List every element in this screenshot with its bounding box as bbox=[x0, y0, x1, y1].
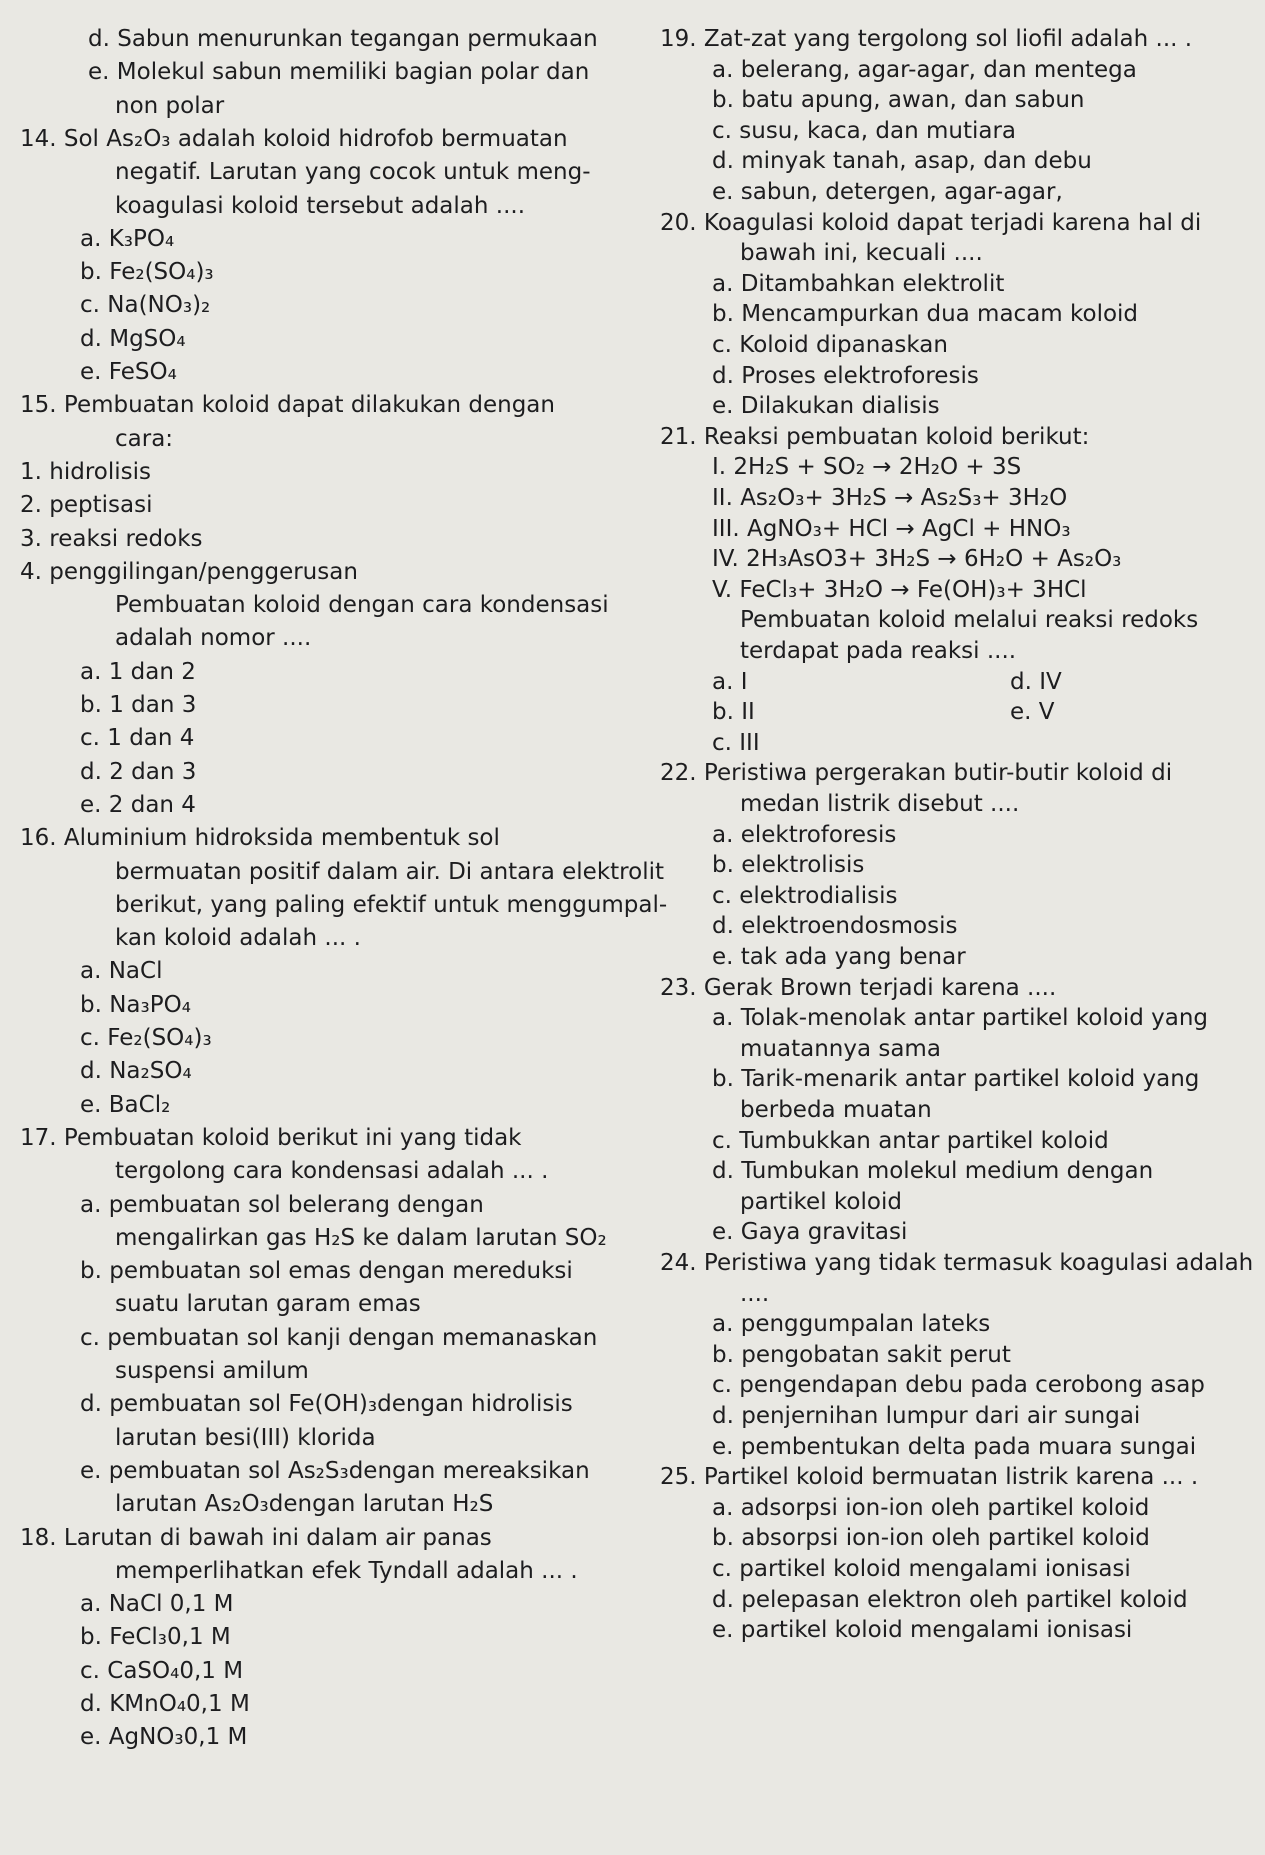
left-text-line: 14. Sol As₂O₃ adalah koloid hidrofob bermuatan bbox=[20, 125, 568, 152]
right-text-line: partikel koloid bbox=[740, 1188, 902, 1215]
left-text-line: memperlihatkan efek Tyndall adalah ... . bbox=[115, 1557, 578, 1584]
left-text-line: d. MgSO₄ bbox=[80, 325, 186, 352]
right-text-line: c. pengendapan debu pada cerobong asap bbox=[712, 1372, 1205, 1399]
right-text-line: c. elektrodialisis bbox=[712, 882, 898, 909]
right-text-line: b. II bbox=[712, 699, 755, 726]
left-text-line: e. FeSO₄ bbox=[80, 359, 177, 385]
right-text-line: b. absorpsi ion-ion oleh partikel koloid bbox=[712, 1525, 1150, 1552]
left-text-line: cara: bbox=[115, 425, 174, 452]
left-text-line: e. pembuatan sol As₂S₃dengan mereaksikan bbox=[80, 1457, 590, 1484]
left-text-line: 16. Aluminium hidroksida membentuk sol bbox=[20, 825, 500, 852]
left-text-line: e. 2 dan 4 bbox=[80, 791, 196, 818]
right-text-line: V. FeCl₃+ 3H₂O → Fe(OH)₃+ 3HCl bbox=[712, 576, 1087, 603]
right-text-line: 22. Peristiwa pergerakan butir-butir koloid di bbox=[660, 760, 1173, 787]
left-text-line: a. 1 dan 2 bbox=[80, 658, 196, 685]
left-text-line: d. 2 dan 3 bbox=[80, 758, 197, 785]
left-text-line: bermuatan positif dalam air. Di antara elektrolit bbox=[115, 858, 664, 885]
right-text-line: berbeda muatan bbox=[740, 1097, 932, 1123]
left-text-line: Pembuatan koloid dengan cara kondensasi bbox=[115, 592, 609, 619]
left-text-line: larutan As₂O₃dengan larutan H₂S bbox=[115, 1491, 494, 1518]
right-text-line: 24. Peristiwa yang tidak termasuk koagulasi adalah bbox=[660, 1250, 1254, 1276]
left-text-line: e. AgNO₃0,1 M bbox=[80, 1724, 248, 1751]
right-text-line: e. Gaya gravitasi bbox=[712, 1219, 908, 1246]
right-text-line: c. susu, kaca, dan mutiara bbox=[712, 117, 1016, 144]
left-text-line: a. NaCl bbox=[80, 958, 163, 985]
right-text-line: Pembuatan koloid melalui reaksi redoks bbox=[740, 607, 1199, 634]
left-text-line: c. 1 dan 4 bbox=[80, 725, 195, 752]
right-text-line: d. minyak tanah, asap, dan debu bbox=[712, 148, 1092, 175]
left-text-line: koagulasi koloid tersebut adalah .... bbox=[115, 192, 526, 219]
left-text-line: c. Na(NO₃)₂ bbox=[80, 292, 211, 319]
right-text-line: c. Tumbukkan antar partikel koloid bbox=[712, 1127, 1109, 1154]
left-text-line: berikut, yang paling efektif untuk menggumpal- bbox=[115, 891, 668, 918]
left-text-line: c. CaSO₄0,1 M bbox=[80, 1657, 244, 1684]
left-text-line: a. K₃PO₄ bbox=[80, 225, 175, 252]
right-text-line: b. Tarik-menarik antar partikel koloid yang bbox=[712, 1066, 1200, 1093]
right-text-line: muatannya sama bbox=[740, 1035, 941, 1062]
right-text-line: medan listrik disebut .... bbox=[740, 791, 1020, 817]
right-text-line: e. Dilakukan dialisis bbox=[712, 393, 940, 420]
right-text-line: 19. Zat-zat yang tergolong sol liofil adalah ... . bbox=[660, 26, 1193, 52]
right-text-line: terdapat pada reaksi .... bbox=[740, 638, 1017, 664]
left-text-line: e. BaCl₂ bbox=[80, 1091, 171, 1118]
right-text-line: a. Tolak-menolak antar partikel koloid yang bbox=[712, 1005, 1209, 1032]
left-text-line: b. FeCl₃0,1 M bbox=[80, 1624, 231, 1651]
right-text-line: a. elektroforesis bbox=[712, 821, 897, 848]
left-text-line: negatif. Larutan yang cocok untuk meng- bbox=[115, 159, 591, 186]
left-text-line: non polar bbox=[115, 92, 225, 119]
right-text-line: e. partikel koloid mengalami ionisasi bbox=[712, 1617, 1133, 1644]
left-text-line: b. pembuatan sol emas dengan mereduksi bbox=[80, 1258, 573, 1285]
right-text-line: II. As₂O₃+ 3H₂S → As₂S₃+ 3H₂O bbox=[712, 485, 1068, 511]
left-text-line: suatu larutan garam emas bbox=[115, 1291, 421, 1318]
right-text-line: b. Mencampurkan dua macam koloid bbox=[712, 301, 1139, 328]
left-text-line: d. Sabun menurunkan tegangan permukaan bbox=[88, 26, 598, 52]
right-text-line: I. 2H₂S + SO₂ → 2H₂O + 3S bbox=[712, 454, 1022, 481]
left-text-line: a. pembuatan sol belerang dengan bbox=[80, 1191, 484, 1218]
right-text-line: a. adsorpsi ion-ion oleh partikel koloid bbox=[712, 1494, 1150, 1521]
right-text-line: e. V bbox=[1010, 699, 1055, 726]
right-text-line: bawah ini, kecuali .... bbox=[740, 240, 983, 267]
right-text-line: 23. Gerak Brown terjadi karena .... bbox=[660, 974, 1057, 1001]
left-text-line: d. KMnO₄0,1 M bbox=[80, 1691, 250, 1717]
left-text-line: 3. reaksi redoks bbox=[20, 525, 203, 552]
right-text-line: d. Tumbukan molekul medium dengan bbox=[712, 1158, 1154, 1185]
left-text-line: a. NaCl 0,1 M bbox=[80, 1591, 234, 1618]
right-text-line: d. penjernihan lumpur dari air sungai bbox=[712, 1403, 1141, 1429]
left-text-line: 2. peptisasi bbox=[20, 492, 153, 519]
left-text-line: c. Fe₂(SO₄)₃ bbox=[80, 1025, 212, 1051]
right-text-line: b. pengobatan sakit perut bbox=[712, 1341, 1011, 1368]
left-text-line: adalah nomor .... bbox=[115, 625, 312, 652]
right-text-line: b. elektrolisis bbox=[712, 852, 865, 879]
right-text-line: a. belerang, agar-agar, dan mentega bbox=[712, 56, 1137, 83]
right-text-line: d. IV bbox=[1010, 668, 1062, 695]
right-text-line: a. Ditambahkan elektrolit bbox=[712, 270, 1005, 297]
right-text-line: a. I bbox=[712, 668, 748, 695]
left-text-line: e. Molekul sabun memiliki bagian polar dan bbox=[88, 59, 590, 86]
right-text-line: e. sabun, detergen, agar-agar, bbox=[712, 179, 1063, 205]
right-text-line: 25. Partikel koloid bermuatan listrik karena ... . bbox=[660, 1464, 1199, 1491]
right-text-line: III. AgNO₃+ HCl → AgCl + HNO₃ bbox=[712, 515, 1071, 542]
right-text-line: 20. Koagulasi koloid dapat terjadi karena hal di bbox=[660, 209, 1202, 236]
right-text-line: .... bbox=[740, 1280, 770, 1307]
right-text-line: d. Proses elektroforesis bbox=[712, 362, 979, 389]
right-text-line: c. Koloid dipanaskan bbox=[712, 332, 948, 358]
right-text-line: d. elektroendosmosis bbox=[712, 913, 958, 940]
right-text-line: IV. 2H₃AsO3+ 3H₂S → 6H₂O + As₂O₃ bbox=[712, 546, 1122, 573]
left-text-line: suspensi amilum bbox=[115, 1358, 309, 1384]
left-text-line: 15. Pembuatan koloid dapat dilakukan dengan bbox=[20, 392, 555, 419]
left-text-line: b. Fe₂(SO₄)₃ bbox=[80, 259, 214, 286]
left-text-line: larutan besi(III) klorida bbox=[115, 1424, 376, 1451]
right-text-line: c. III bbox=[712, 729, 760, 756]
right-text-line: e. pembentukan delta pada muara sungai bbox=[712, 1433, 1197, 1460]
right-text-line: c. partikel koloid mengalami ionisasi bbox=[712, 1556, 1131, 1582]
right-text-line: 21. Reaksi pembuatan koloid berikut: bbox=[660, 423, 1090, 450]
left-text-line: mengalirkan gas H₂S ke dalam larutan SO₂ bbox=[115, 1224, 607, 1251]
left-text-line: 1. hidrolisis bbox=[20, 458, 151, 485]
left-text-line: d. pembuatan sol Fe(OH)₃dengan hidrolisis bbox=[80, 1391, 573, 1418]
left-text-line: d. Na₂SO₄ bbox=[80, 1058, 192, 1085]
left-text-line: tergolong cara kondensasi adalah ... . bbox=[115, 1158, 549, 1185]
right-text-line: e. tak ada yang benar bbox=[712, 944, 966, 970]
left-text-line: b. 1 dan 3 bbox=[80, 692, 197, 718]
left-text-line: kan koloid adalah ... . bbox=[115, 925, 361, 952]
right-text-line: a. penggumpalan lateks bbox=[712, 1311, 991, 1338]
right-text-line: b. batu apung, awan, dan sabun bbox=[712, 87, 1085, 114]
right-text-line: d. pelepasan elektron oleh partikel koloid bbox=[712, 1586, 1188, 1613]
left-text-line: 4. penggilingan/penggerusan bbox=[20, 558, 358, 585]
left-text-line: 18. Larutan di bawah ini dalam air panas bbox=[20, 1524, 492, 1551]
left-text-line: b. Na₃PO₄ bbox=[80, 991, 191, 1018]
left-text-line: 17. Pembuatan koloid berikut ini yang tidak bbox=[20, 1124, 522, 1151]
left-text-line: c. pembuatan sol kanji dengan memanaskan bbox=[80, 1324, 598, 1351]
